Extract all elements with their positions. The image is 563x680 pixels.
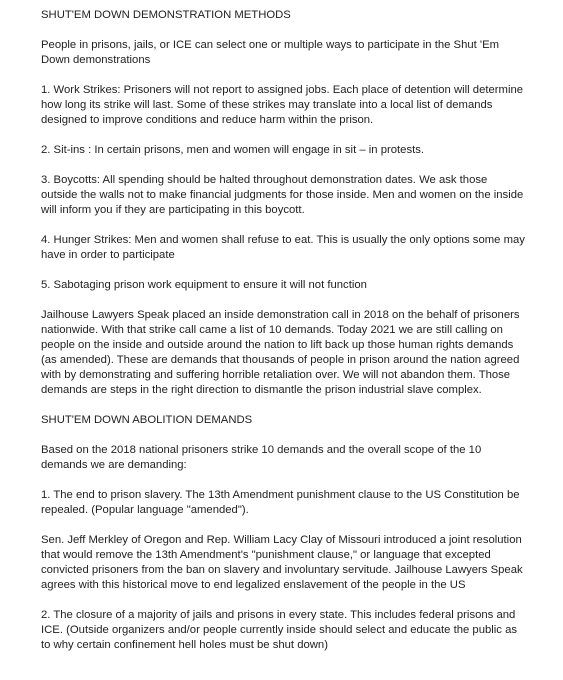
demand-end-prison-slavery: 1. The end to prison slavery. The 13th Amendment punishment clause to the US Constitution be repealed. (Popular language "amended"). (41, 489, 520, 516)
intro-paragraph: People in prisons, jails, or ICE can select one or multiple ways to participate in the Shut 'Em Down demonstrations (41, 39, 500, 66)
method-boycotts: 3. Boycotts: All spending should be halted throughout demonstration dates. We ask those outside the walls not to make financial judgments for those inside. Men and women on the inside will inform you if they are participating in this boycott. (41, 174, 524, 216)
heading-abolition-demands: SHUT'EM DOWN ABOLITION DEMANDS (41, 414, 253, 426)
method-sabotage: 5. Sabotaging prison work equipment to ensure it will not function (41, 279, 367, 291)
demand-closure-of-jails: 2. The closure of a majority of jails and prisons in every state. This includes federal prisons and ICE. (Outside organizers and/or people currently inside should select and educate the public as to why certain confinement hell holes must be shut down) (41, 609, 518, 651)
method-work-strikes: 1. Work Strikes: Prisoners will not report to assigned jobs. Each place of detention will determine how long its strike will last. Some of these strikes may translate into a local list of demands designed to improve conditions and reduce harm within the prison. (41, 84, 524, 126)
merkley-clay-paragraph: Sen. Jeff Merkley of Oregon and Rep. William Lacy Clay of Missouri introduced a joint resolution that would remove the 13th Amendment's "punishment clause," or language that excepted convicted prisoners from the ban on slavery and involuntary servitude. Jailhouse Lawyers Speak agrees with this historical move to end legalized enslavement of the people in the US (41, 534, 523, 591)
heading-demonstration-methods: SHUT'EM DOWN DEMONSTRATION METHODS (41, 9, 291, 21)
document-page (41, 8, 526, 668)
jailhouse-lawyers-paragraph: Jailhouse Lawyers Speak placed an inside demonstration call in 2018 on the behalf of prisoners nationwide. With that strike call came a list of 10 demands. Today 2021 we are still calling on people on the inside and outside around the nation to lift back up those human rights demands (as amended). These are demands that thousands of people in prison around the nation agreed with by demonstrating and suffering horrible retaliation over. We will not abandon them. Those demands are steps in the right direction to dismantle the prison industrial slave complex. (41, 309, 520, 396)
method-hunger-strikes: 4. Hunger Strikes: Men and women shall refuse to eat. This is usually the only options some may have in order to participate (41, 234, 525, 261)
demands-intro-paragraph: Based on the 2018 national prisoners strike 10 demands and the overall scope of the 10 demands we are demanding: (41, 444, 482, 471)
method-sit-ins: 2. Sit-ins : In certain prisons, men and women will engage in sit – in protests. (41, 144, 425, 156)
